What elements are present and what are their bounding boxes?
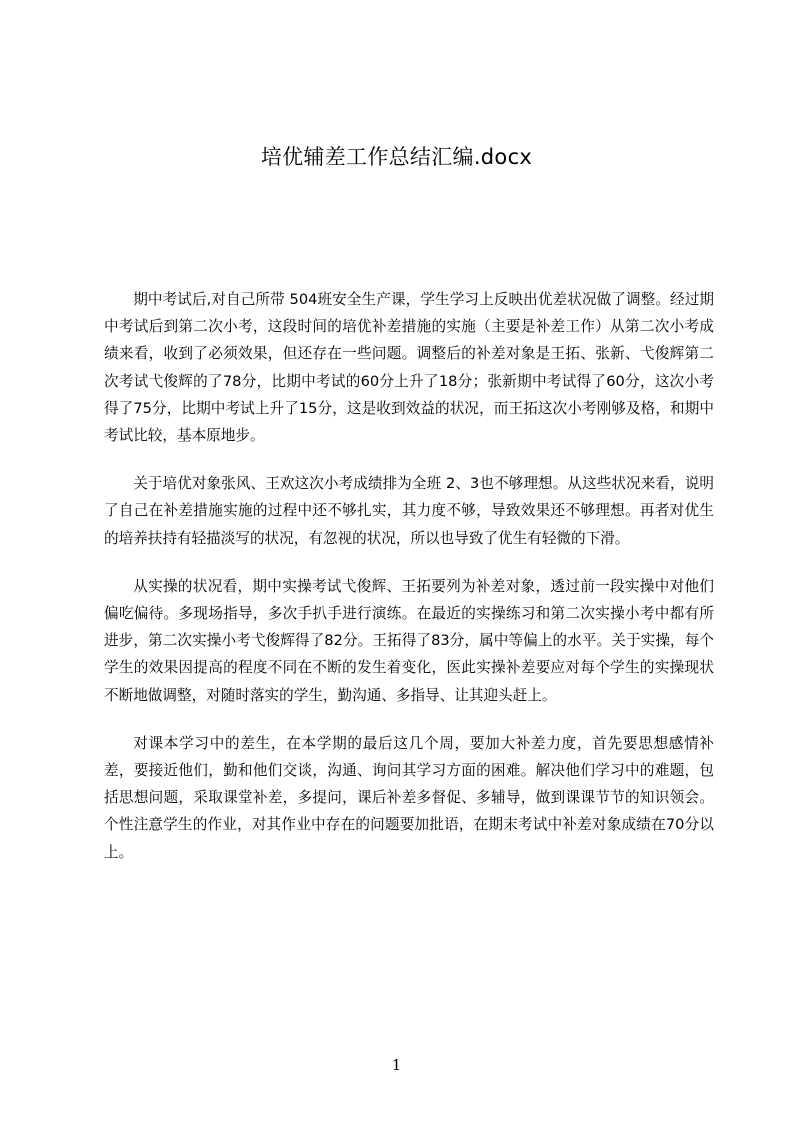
paragraph-1: 期中考试后,对自己所带 504班安全生产课，学生学习上反映出优差状况做了调整。经过期中考试后到第二次小考，这段时间的培优补差措施的实施（主要是补差工作）从第二次小考成绩来看，收到了必须效果，但还存在一些问题。调整后的补差对象是王拓、张新、弋俊辉第二次考试弋俊辉的了78分，比期中考试的60分上升了18分；张新期中考试得了60分，这次小考得了75分，比期中考试上升了15分，这是收到效益的状况，而王拓这次小考刚够及格，和期中考试比较，基本原地步。 bbox=[104, 291, 714, 445]
paragraph-4: 对课本学习中的差生，在本学期的最后这几个周，要加大补差力度，首先要思想感情补差，要接近他们，勤和他们交谈，沟通、询问其学习方面的困难。解决他们学习中的难题，包括思想问题，采取课堂补差，多提问，课后补差多督促、多辅导，做到课课节节的知识领会。个性注意学生的作业，对其作业中存在的问题要加批语，在期末考试中补差对象成绩在70分以上。 bbox=[104, 734, 714, 861]
paragraph-2: 关于培优对象张风、王欢这次小考成绩排为全班 2、3也不够理想。从这些状况来看，说明了自己在补差措施实施的过程中还不够扎实，其力度不够，导致效果还不够理想。再者对优生的培养扶持有轻描淡写的状况，有忽视的状况，所以也导致了优生有轻微的下滑。 bbox=[104, 475, 714, 547]
document-body bbox=[104, 286, 714, 887]
page-number: 1 bbox=[391, 1056, 402, 1074]
document-title: 培优辅差工作总结汇编.docx bbox=[260, 145, 533, 169]
paragraph-3: 从实操的状况看，期中实操考试弋俊辉、王拓要列为补差对象，透过前一段实操中对他们偏吃偏待。多现场指导，多次手扒手进行演练。在最近的实操练习和第二次实操小考中都有所进步，第二次实操小考弋俊辉得了82分。王拓得了83分，属中等偏上的水平。关于实操，每个学生的效果因提高的程度不同在不断的发生着变化，医此实操补差要应对每个学生的实操现状不断地做调整，对随时落实的学生，勤沟通、多指导、让其迎头赶上。 bbox=[104, 577, 714, 704]
